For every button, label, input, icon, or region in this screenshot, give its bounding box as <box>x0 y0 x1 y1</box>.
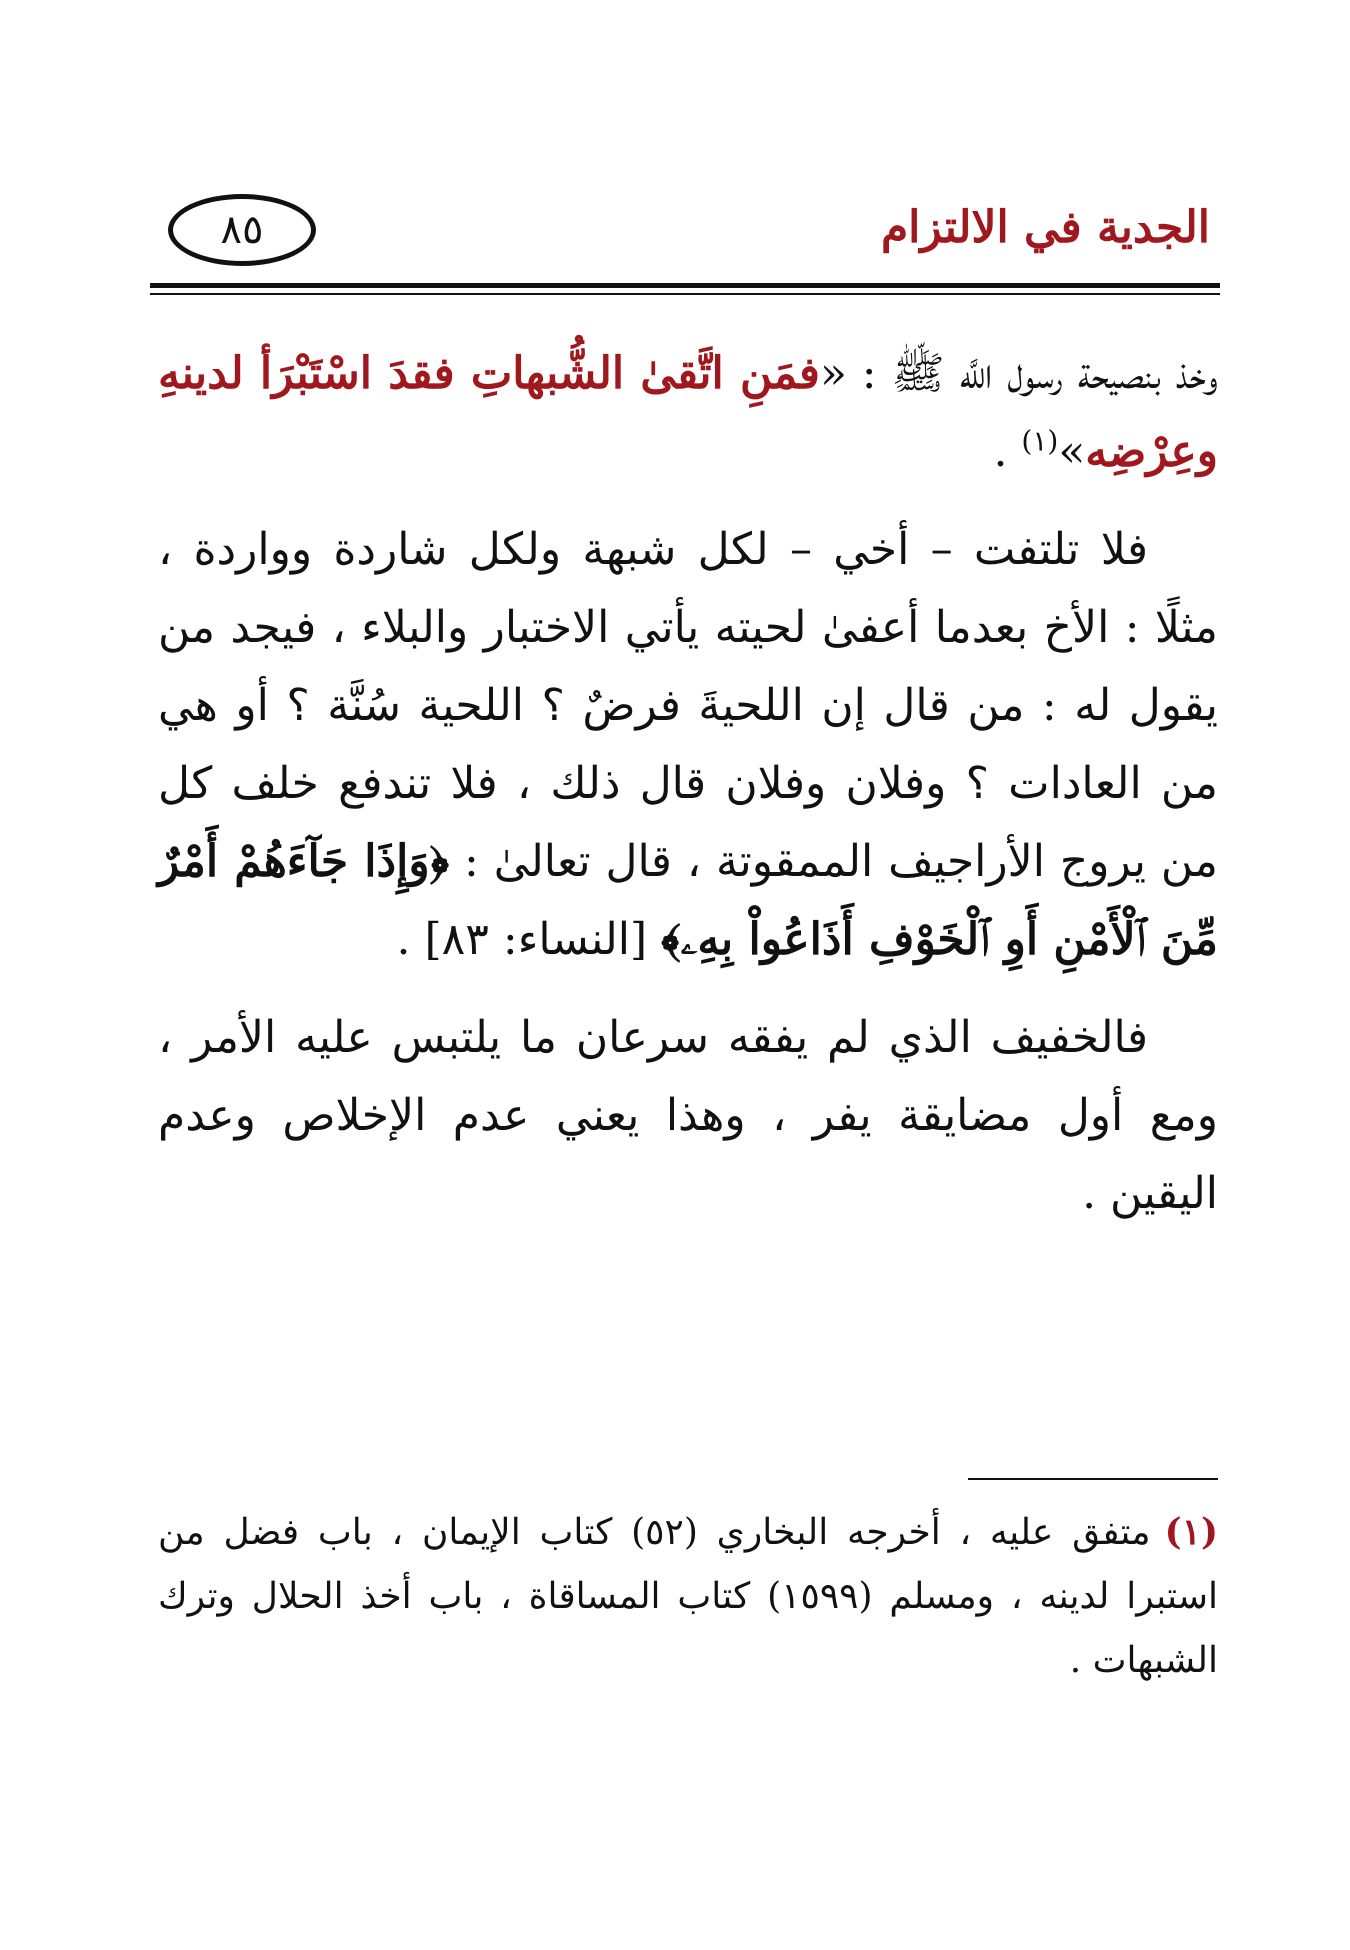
body-text <box>158 335 1218 1253</box>
page-number-badge <box>168 194 316 266</box>
hadith-quote: فمَنِ اتَّقىٰ الشُّبهاتِ فقدَ اسْتَبْرَأ لدينهِ وعِرْضِه <box>158 348 1218 477</box>
paragraph-1-end: . <box>993 426 1022 477</box>
paragraph-1-intro: وخذ بنصيحة رسول اللَّه ﷺ : « <box>819 348 1218 399</box>
chapter-title: الجدية في الالتزام <box>880 202 1210 253</box>
verse-citation: [النساء: ٨٣] . <box>396 914 662 965</box>
footnote-text: متفق عليه ، أخرجه البخاري (٥٢) كتاب الإيمان ، باب فضل من استبرا لدينه ، ومسلم (١٥٩٩) كتاب المساقاة ، باب أخذ الحلال وترك الشبهات . <box>158 1512 1219 1681</box>
paragraph-conclusion <box>158 999 1218 1233</box>
paragraph-beard <box>158 511 1218 979</box>
footnote-number: (١) <box>1164 1511 1219 1553</box>
page-number: ٨٥ <box>220 207 264 253</box>
footnote-marker[interactable]: (١) <box>1021 424 1059 458</box>
quran-verse: ﴿وَإِذَا جَآءَهُمْ أَمْرٌ مِّنَ ٱلْأَمْنِ أَوِ ٱلْخَوْفِ أَذَاعُواْ بِهِۦ﴾ <box>158 836 1218 965</box>
header-divider-thick <box>150 283 1220 288</box>
quote-close: » <box>1058 426 1086 477</box>
footnote <box>158 1500 1218 1693</box>
paragraph-2-text: فلا تلتفت – أخي – لكل شبهة ولكل شاردة وواردة ، مثلًا : الأخ بعدما أعفىٰ لحيته يأتي الاختبار والبلاء ، فيجد من يقول له : من قال إن اللحيةَ فرضٌ ؟ اللحية سُنَّة ؟ أو هي من العادات ؟ وفلان وفلان قال ذلك ، فلا تندفع خلف كل من يروج الأراجيف الممقوتة ، قال تعالىٰ : <box>158 524 1218 887</box>
paragraph-3-text: فالخفيف الذي لم يفقه سرعان ما يلتبس عليه الأمر ، ومع أول مضايقة يفر ، وهذا يعني عدم الإخلاص وعدم اليقين . <box>158 1012 1218 1219</box>
footnote-divider <box>968 1478 1218 1480</box>
page-header <box>150 190 1210 280</box>
paragraph-hadith <box>158 335 1218 491</box>
header-divider-thin <box>150 293 1220 295</box>
